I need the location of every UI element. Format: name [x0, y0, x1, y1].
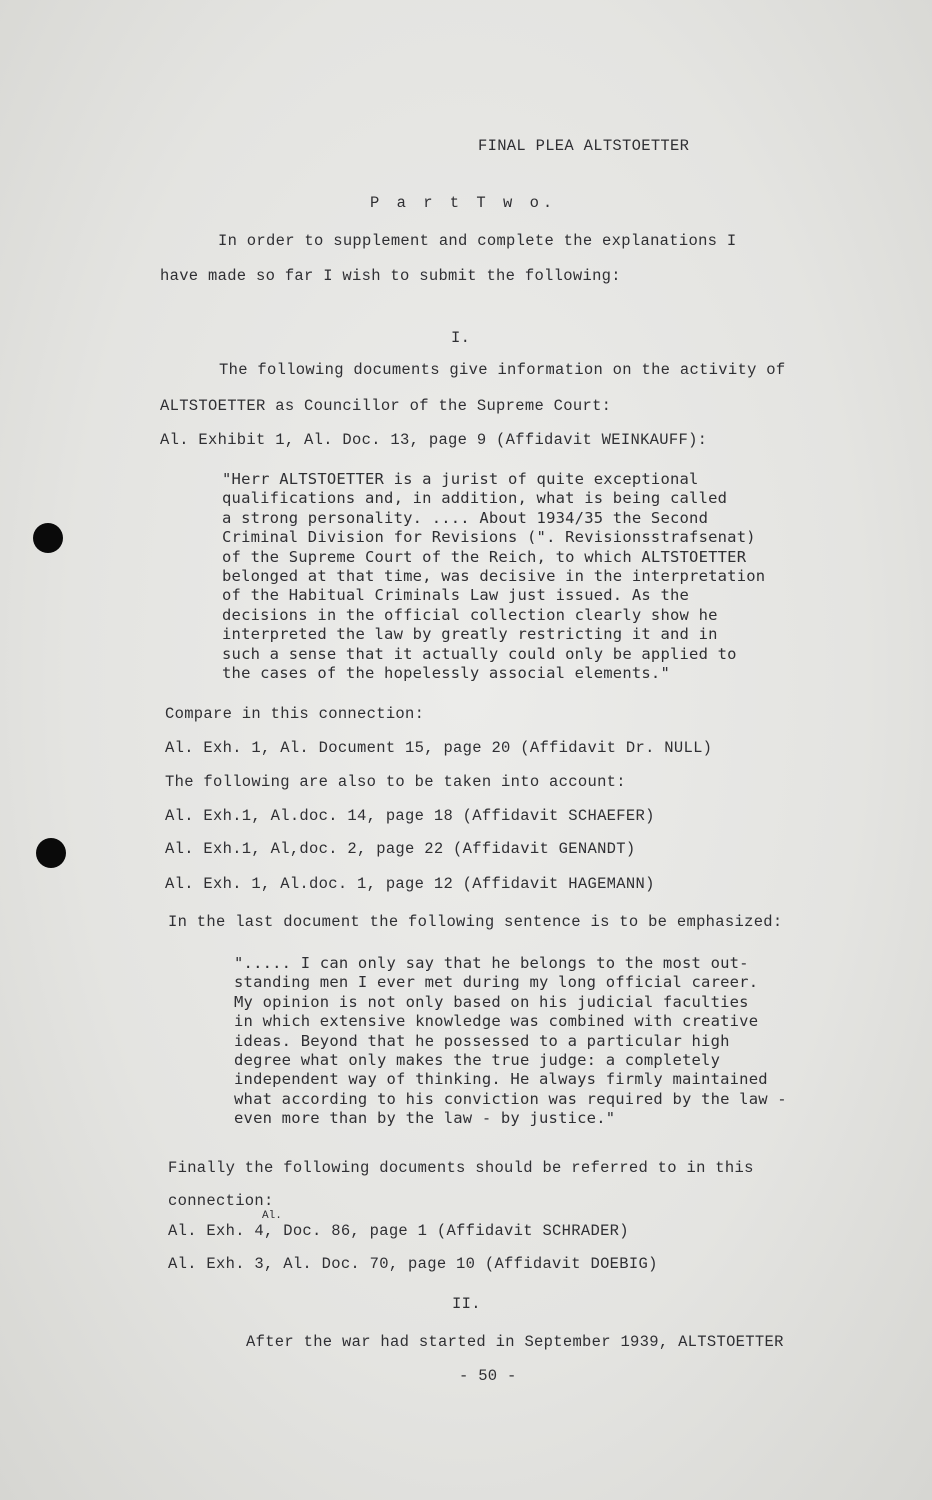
reference-schrader: Al. Exh. 4, Doc. 86, page 1 (Affidavit SCHRADER) [168, 1222, 629, 1240]
part-heading: P a r t T w o. [370, 194, 557, 212]
finally-line-2: connection: [168, 1192, 274, 1210]
intro-line-2: have made so far I wish to submit the following: [160, 267, 621, 285]
document-title: FINAL PLEA ALTSTOETTER [478, 137, 690, 155]
compare-label: Compare in this connection: [165, 705, 425, 723]
section-1-lead-line-2: ALTSTOETTER as Councillor of the Supreme Court: [160, 397, 612, 415]
reference-genandt: Al. Exh.1, Al,doc. 2, page 22 (Affidavit GENANDT) [165, 840, 636, 858]
reference-hagemann: Al. Exh. 1, Al.doc. 1, page 12 (Affidavit HAGEMANN) [165, 875, 655, 893]
section-2-lead: After the war had started in September 1939, ALTSTOETTER [246, 1333, 784, 1351]
intro-line-1: In order to supplement and complete the explanations I [218, 232, 737, 250]
reference-null: Al. Exh. 1, Al. Document 15, page 20 (Affidavit Dr. NULL) [165, 739, 713, 757]
finally-line-1: Finally the following documents should be referred to in this [168, 1159, 754, 1177]
section-1-lead-line-1: The following documents give information on the activity of [219, 361, 786, 379]
reference-schaefer: Al. Exh.1, Al.doc. 14, page 18 (Affidavit SCHAEFER) [165, 807, 655, 825]
last-document-label: In the last document the following sentence is to be emphasized: [168, 913, 783, 931]
page-number: - 50 - [459, 1367, 517, 1385]
also-label: The following are also to be taken into account: [165, 773, 626, 791]
section-1-numeral: I. [451, 329, 471, 347]
punch-hole-top [33, 523, 63, 553]
reference-doebig: Al. Exh. 3, Al. Doc. 70, page 10 (Affidavit DOEBIG) [168, 1255, 658, 1273]
quote-weinkauff: "Herr ALTSTOETTER is a jurist of quite exceptional qualifications and, in addition, what is being called a strong personality. .... About 1934/35 the Second Criminal Division for Revisions (". Revisionsstrafsenat) of the Supreme Court of the Reich, to which ALTSTOETTER belonged at that time, was decisive in the interpretation of the Habitual Criminals Law just issued. As the decisions in the official collection clearly show he interpreted the law by greatly restricting it and in such a sense that it actually could only be applied to the cases of the hopelessly associal elements." [222, 470, 766, 683]
section-2-numeral: II. [452, 1295, 481, 1313]
quote-hagemann: "..... I can only say that he belongs to the most out- standing men I ever met during my long official career. My opinion is not only based on his judicial faculties in which extensive knowledge was combined with creative ideas. Beyond that he possessed to a particular high degree what only makes the true judge: a completely independent way of thinking. He always firmly maintained what according to his conviction was required by the law - even more than by the law - by justice." [234, 954, 787, 1128]
punch-hole-bottom [36, 838, 66, 868]
reference-weinkauff: Al. Exhibit 1, Al. Doc. 13, page 9 (Affidavit WEINKAUFF): [160, 431, 708, 449]
superscript-al: Al. [262, 1210, 282, 1222]
